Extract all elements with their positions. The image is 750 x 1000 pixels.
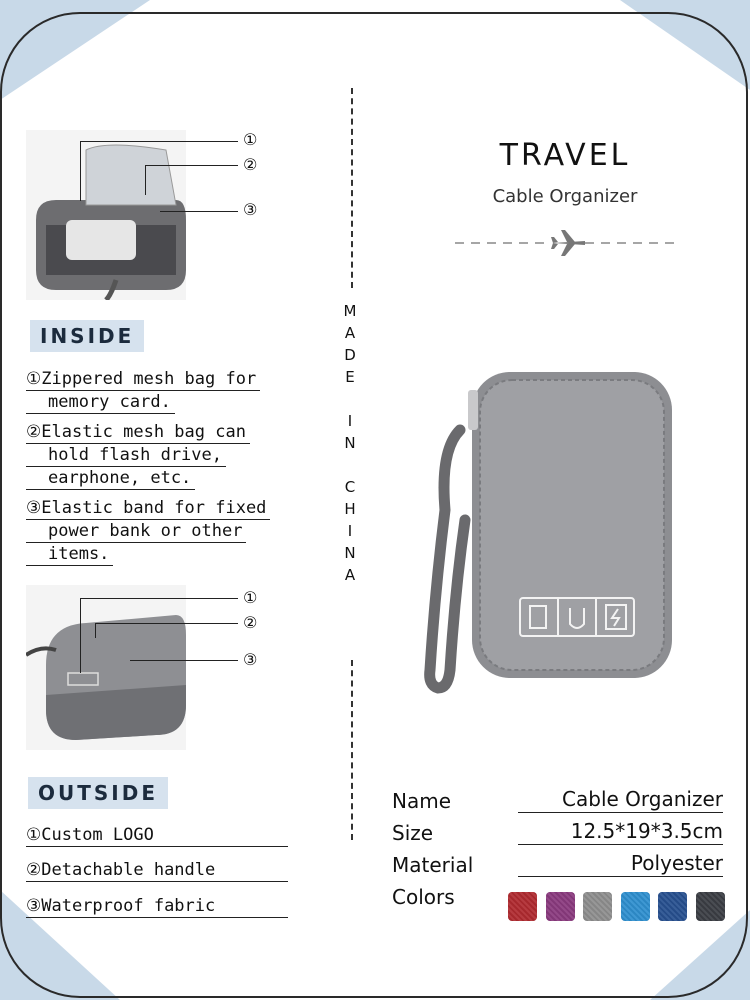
outside-feature-1 (26, 824, 288, 847)
feature-text (26, 497, 270, 520)
made-in-china-letter: I (347, 412, 355, 430)
feature-line: memory card. (26, 391, 175, 414)
inside-feature-2 (26, 421, 250, 490)
outside-callout-2: ② (243, 613, 258, 632)
made-in-china-letter: N (344, 434, 358, 452)
inside-callout-line-3 (160, 211, 238, 212)
feature-line: power bank or other (26, 520, 246, 543)
feature-number: ① (26, 825, 42, 845)
made-in-china-letter: E (345, 368, 357, 386)
outside-product-photo (26, 585, 186, 750)
airplane-divider (455, 228, 680, 258)
feature-text (26, 895, 288, 918)
feature-line: hold flash drive, (26, 444, 226, 467)
outside-badge: OUTSIDE (28, 777, 168, 809)
inside-callout-vline-1 (80, 141, 81, 201)
outside-feature-3 (26, 895, 288, 918)
color-swatch[interactable] (546, 892, 575, 921)
made-in-china-letter: M (343, 302, 359, 320)
outside-callout-1: ① (243, 588, 258, 607)
spec-material-value: Polyester (518, 851, 723, 877)
inside-callout-1: ① (243, 130, 258, 149)
feature-number: ③ (26, 498, 42, 518)
color-swatch[interactable] (696, 892, 725, 921)
inside-callout-3: ③ (243, 200, 258, 219)
spec-colors-label: Colors (392, 885, 455, 909)
feature-text (26, 368, 260, 391)
inside-badge: INSIDE (30, 320, 144, 352)
outside-callout-line-2 (95, 623, 238, 624)
inside-callout-line-2 (145, 165, 238, 166)
outside-callout-vline-1 (80, 598, 81, 673)
inside-product-photo (26, 130, 186, 300)
feature-number: ① (26, 369, 42, 389)
made-in-china-letter: I (347, 522, 355, 540)
inside-feature-1 (26, 368, 260, 414)
made-in-china-letter: D (344, 346, 358, 364)
feature-line: Elastic band for fixed (41, 498, 267, 518)
made-in-china-letter: A (344, 324, 358, 342)
spec-size-label: Size (392, 821, 434, 845)
spec-material-label: Material (392, 853, 474, 877)
color-swatch[interactable] (583, 892, 612, 921)
feature-line: Detachable handle (41, 860, 216, 880)
outside-callout-line-1 (80, 598, 238, 599)
color-swatch[interactable] (621, 892, 650, 921)
feature-number: ② (26, 422, 42, 442)
made-in-china-letter: A (344, 566, 358, 584)
feature-text (26, 421, 250, 444)
feature-number: ③ (26, 896, 42, 916)
outside-callout-3: ③ (243, 650, 258, 669)
divider-top (351, 88, 353, 288)
color-swatch[interactable] (508, 892, 537, 921)
inside-callout-vline-2 (145, 165, 146, 195)
inside-feature-3 (26, 497, 270, 566)
feature-line: Waterproof fabric (41, 896, 216, 916)
feature-line: Custom LOGO (41, 825, 154, 845)
spec-size-value: 12.5*19*3.5cm (518, 819, 723, 845)
made-in-china-letter (340, 388, 362, 410)
feature-line: earphone, etc. (26, 467, 195, 490)
divider-bottom (351, 660, 353, 840)
main-product-image (420, 370, 680, 700)
made-in-china-letter: N (344, 544, 358, 562)
feature-line: Zippered mesh bag for (41, 369, 257, 389)
outside-callout-vline-2 (95, 623, 96, 638)
feature-text (26, 859, 288, 882)
made-in-china-letter (340, 454, 362, 476)
feature-number: ② (26, 860, 42, 880)
feature-line: Elastic mesh bag can (41, 422, 246, 442)
made-in-china-letter: C (344, 478, 358, 496)
feature-line: items. (26, 543, 113, 566)
feature-text (26, 824, 288, 847)
made-in-china-letter: H (344, 500, 358, 518)
page-title: TRAVEL (499, 138, 631, 173)
made-in-china-label (340, 300, 362, 586)
spec-name-value: Cable Organizer (518, 787, 723, 813)
inside-callout-line-1 (80, 141, 238, 142)
outside-feature-2 (26, 859, 288, 882)
spec-name-label: Name (392, 789, 452, 813)
color-swatch[interactable] (658, 892, 687, 921)
airplane-icon (551, 230, 585, 256)
outside-callout-line-3 (130, 660, 238, 661)
inside-callout-2: ② (243, 155, 258, 174)
page-subtitle: Cable Organizer (492, 186, 638, 207)
